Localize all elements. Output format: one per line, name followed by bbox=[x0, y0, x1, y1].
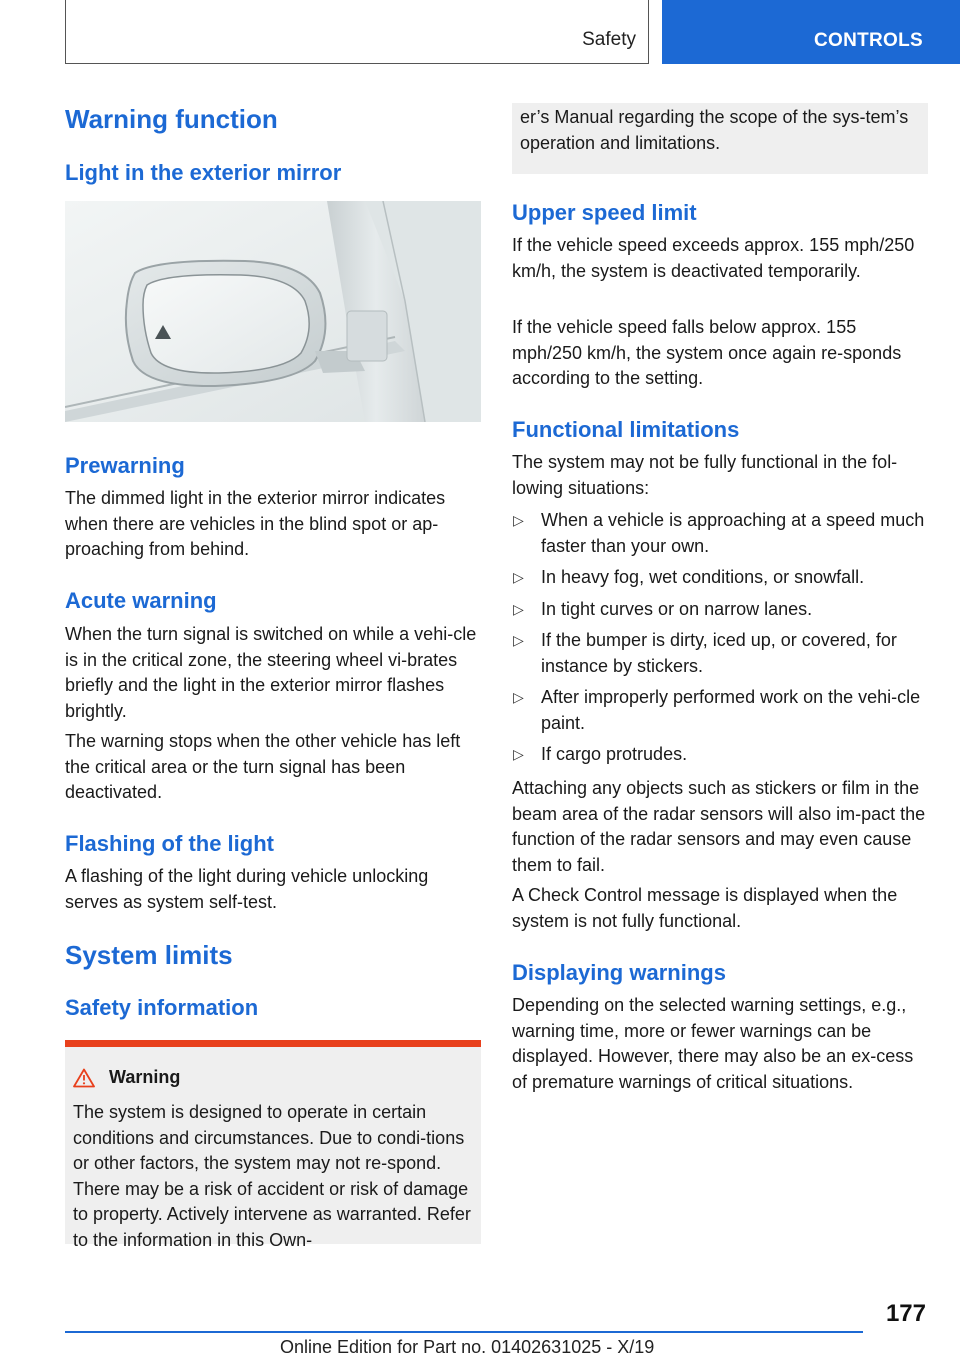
heading-safety-information: Safety information bbox=[65, 995, 259, 1020]
text-flashing-light: A flashing of the light during vehicle unlocking serves as system self-test. bbox=[65, 866, 429, 912]
heading-upper-speed-limit: Upper speed limit bbox=[512, 200, 697, 225]
text-displaying-warnings: Depending on the selected warning settings, e.g., warning time, more or fewer warnings can be displayed. However, there may also be an ex-cess of premature warnings of critical situations. bbox=[512, 995, 914, 1092]
limitations-list bbox=[512, 508, 928, 774]
triangle-right-icon: ▷ bbox=[513, 689, 524, 705]
triangle-right-icon: ▷ bbox=[513, 569, 524, 585]
heading-flashing-light: Flashing of the light bbox=[65, 831, 274, 856]
heading-prewarning: Prewarning bbox=[65, 453, 185, 478]
triangle-right-icon: ▷ bbox=[513, 632, 524, 648]
header-section-title: Safety bbox=[582, 29, 636, 50]
warning-label: Warning bbox=[109, 1067, 181, 1087]
list-item: ▷ In heavy fog, wet conditions, or snowfall. bbox=[512, 565, 928, 591]
list-item: ▷ If the bumper is dirty, iced up, or covered, for instance by stickers. bbox=[513, 630, 897, 676]
header-chapter-tab[interactable] bbox=[662, 0, 960, 64]
list-item: ▷ After improperly performed work on the vehi-cle paint. bbox=[513, 687, 921, 733]
text-speed-limit-2: If the vehicle speed falls below approx. 155 mph/250 km/h, the system once again re-sponds according to the setting. bbox=[512, 317, 902, 388]
exterior-mirror-illustration bbox=[65, 201, 481, 422]
text-acute-warning-1: When the turn signal is switched on while a vehi-cle is in the critical zone, the steering wheel vi-brates briefly and the light in the exterior mirror flashes brightly. bbox=[65, 624, 477, 721]
heading-acute-warning: Acute warning bbox=[65, 588, 217, 613]
heading-functional-limitations: Functional limitations bbox=[512, 417, 740, 442]
triangle-right-icon: ▷ bbox=[513, 600, 524, 617]
header-chapter-label: CONTROLS bbox=[814, 30, 924, 51]
text-attaching-objects: Attaching any objects such as stickers or film in the beam area of the radar sensors will also im-pact the function of the radar sensors and may even cause them to fail. bbox=[512, 778, 926, 875]
mirror-image bbox=[65, 201, 481, 422]
page-number: 177 bbox=[885, 1300, 926, 1327]
text-check-control: A Check Control message is displayed when the system is not fully functional. bbox=[512, 885, 898, 931]
heading-displaying-warnings: Displaying warnings bbox=[512, 960, 726, 985]
warning-box bbox=[65, 1040, 481, 1250]
footer-divider bbox=[65, 1331, 863, 1333]
text-prewarning: The dimmed light in the exterior mirror indicates when there are vehicles in the blind spot or ap-proaching from behind. bbox=[65, 488, 446, 559]
list-item: ▷ If cargo protrudes. bbox=[512, 742, 928, 768]
list-item: ▷ In tight curves or on narrow lanes. bbox=[512, 597, 928, 623]
text-speed-limit-1: If the vehicle speed exceeds approx. 155 mph/250 km/h, the system is deactivated temporarily. bbox=[512, 235, 915, 281]
triangle-right-icon: ▷ bbox=[513, 512, 524, 528]
header-section-box bbox=[65, 0, 649, 64]
text-acute-warning-2: The warning stops when the other vehicle has left the critical area or the turn signal has been deactivated. bbox=[65, 731, 461, 802]
warning-continued-box bbox=[512, 103, 928, 174]
warning-header bbox=[73, 1067, 180, 1088]
heading-warning-function: Warning function bbox=[65, 104, 278, 134]
footer-edition: Online Edition for Part no. 01402631025 - X/19 bbox=[280, 1337, 655, 1357]
warning-text: The system is designed to operate in certain conditions and circumstances. Due to condi-tions or other factors, the system may not re-spond. There may be a risk of accident or risk of damage to property. Actively intervene as warranted. Refer to the information in this Own- bbox=[73, 1102, 471, 1250]
warning-triangle-icon bbox=[73, 1068, 95, 1088]
text-functional-limitations: The system may not be fully functional in the fol-lowing situations: bbox=[512, 452, 898, 498]
triangle-right-icon: ▷ bbox=[513, 746, 524, 762]
heading-system-limits: System limits bbox=[65, 940, 233, 970]
heading-light-exterior-mirror: Light in the exterior mirror bbox=[65, 160, 342, 185]
list-item: ▷ When a vehicle is approaching at a speed much faster than your own. bbox=[513, 510, 925, 556]
warning-continued-text: er’s Manual regarding the scope of the sys-tem’s operation and limitations. bbox=[520, 107, 909, 153]
